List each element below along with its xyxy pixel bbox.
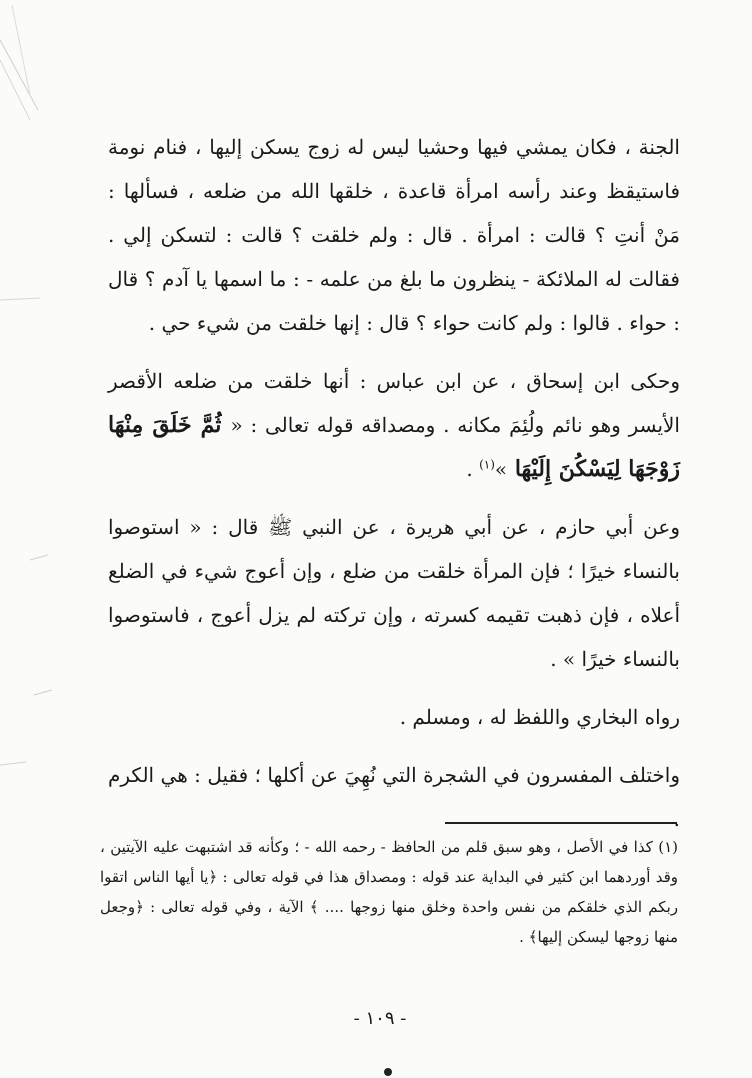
paragraph-ibn-ishaq-text: وحكى ابن إسحاق ، عن ابن عباس : أنها خلقت من ضلعه الأقصر الأيسر وهو نائم ولُئِمَ مكانه . ومصداقه قوله تعالى : «	[108, 369, 680, 437]
page-body	[108, 125, 680, 855]
scan-edge-marks	[0, 0, 60, 1078]
footnotes	[100, 832, 678, 952]
footnote-ref: (١)	[479, 457, 495, 472]
footnote-separator	[445, 822, 677, 824]
sentence-end: .	[466, 457, 480, 481]
paragraph-tree: واختلف المفسرون في الشجرة التي نُهِيَ عن أكلها ؛ فقيل : هي الكرم .	[108, 763, 680, 831]
quran-verse: ثُمَّ خَلَقَ مِنْهَا زَوْجَهَا لِيَسْكُنَ إِلَيْهَا	[108, 412, 680, 482]
page-number: - ١٠٩ -	[353, 1008, 407, 1029]
footnote-1: (١) كذا في الأصل ، وهو سبق قلم من الحافظ - رحمه الله - ؛ وكأنه قد اشتبهت عليه الآيتين ، وقد أوردهما ابن كثير في البداية عند قوله : ومصداق هذا في قوله تعالى : ﴿يا أيها الناس اتقوا ربكم الذي خلقكم من نفس واحدة وخلق منها زوجها .... ﴾ الآية ، وفي قوله تعالى : ﴿وجعل منها زوجها ليسكن إليها﴾ .	[100, 838, 678, 946]
quote-close: »	[494, 457, 508, 481]
scan-dot	[384, 1068, 392, 1076]
paragraph-hadith: وعن أبي حازم ، عن أبي هريرة ، عن النبي ﷺ قال : « استوصوا بالنساء خيرًا ؛ فإن المرأة خلقت من ضلع ، وإن أعوج شيء في الضلع أعلاه ، فإن ذهبت تقيمه كسرته ، وإن تركته لم يزل أعوج ، فاستوصوا بالنساء خيرًا » .	[108, 515, 680, 671]
paragraph-narration-source: رواه البخاري واللفظ له ، ومسلم .	[399, 705, 680, 729]
paragraph-ibn-ishaq	[108, 359, 680, 491]
paragraph-creation: الجنة ، فكان يمشي فيها وحشيا ليس له زوج يسكن إليها ، فنام نومة فاستيقظ وعند رأسه امرأة قاعدة ، خلقها الله من ضلعه ، فسألها : مَنْ أنتِ ؟ قالت : امرأة . قال : ولم خلقت ؟ قالت : لتسكن إلي . فقالت له الملائكة - ينظرون ما بلغ من علمه - : ما اسمها يا آدم ؟ قال : حواء . قالوا : ولم كانت حواء ؟ قال : إنها خلقت من شيء حي .	[108, 135, 680, 335]
